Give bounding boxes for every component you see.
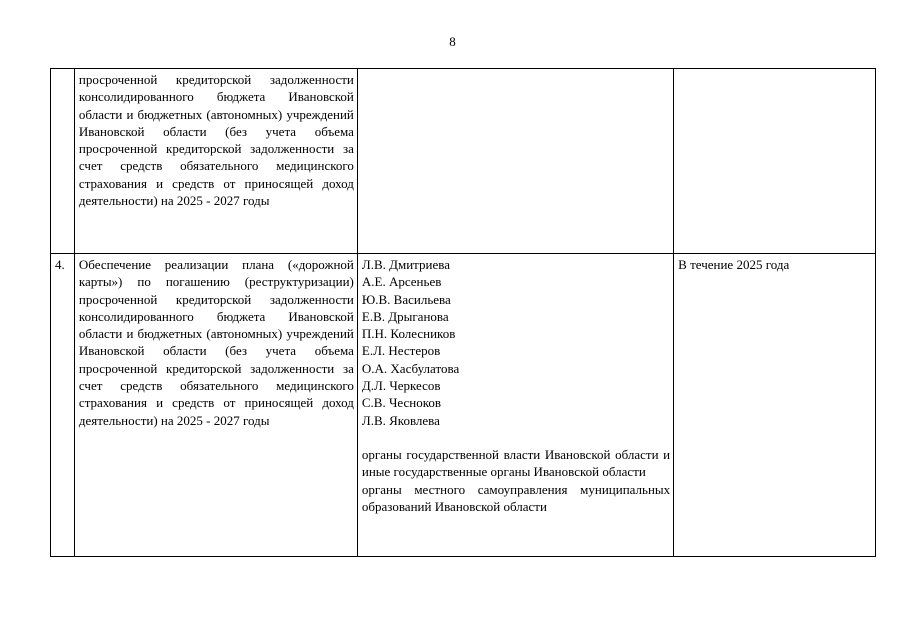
table-row [51,69,876,254]
page-number: 8 [449,34,456,49]
table-row [51,254,876,557]
row-number-cell: 4. [51,254,75,557]
organ-text: органы местного самоуправления муниципальных образований Ивановской области [361,481,671,514]
deadline-cell [674,69,876,254]
executors-cell [357,254,673,557]
organ-text: органы государственной власти Ивановской области и иные государственные органы Ивановской области [361,446,671,480]
deadline-cell: В течение 2025 года [674,254,876,557]
executor-name: О.А. Хасбулатова [361,360,460,376]
executor-name: П.Н. Колесников [361,326,456,342]
executors-cell [357,69,673,254]
executor-name: Ю.В. Васильева [361,291,451,307]
measure-text: просроченной кредиторской задолженности консолидированного бюджета Ивановской области и бюджетных (автономных) учреждений Ивановской области (без учета объема просроченной кредиторской задолженности за счет средств обязательного медицинского страхования и средств от приносящей доход деятельности) на 2025 - 2027 годы [78,72,354,209]
executor-name: С.В. Чесноков [361,395,442,411]
executor-name: Е.В. Дрыганова [361,308,449,324]
executor-name: Д.Л. Черкесов [361,378,441,394]
executor-name: Л.В. Дмитриева [361,257,450,272]
executor-name: Л.В. Яковлева [361,412,440,428]
row-number-cell [51,69,75,254]
executor-name: А.Е. Арсеньев [361,274,442,290]
measure-text: Обеспечение реализации плана («дорожной карты») по погашению (реструктуризации) просроченной кредиторской задолженности консолидированного бюджета Ивановской области и бюджетных (автономных) учреждений Ивановской области (без учета объема просроченной кредиторской задолженности за счет средств обязательного медицинского страхования и средств от приносящей доход деятельности) на 2025 - 2027 годы [78,257,354,428]
measure-cell [74,254,357,557]
measure-cell [74,69,357,254]
executor-name: Е.Л. Нестеров [361,343,441,359]
measures-table [50,68,876,557]
